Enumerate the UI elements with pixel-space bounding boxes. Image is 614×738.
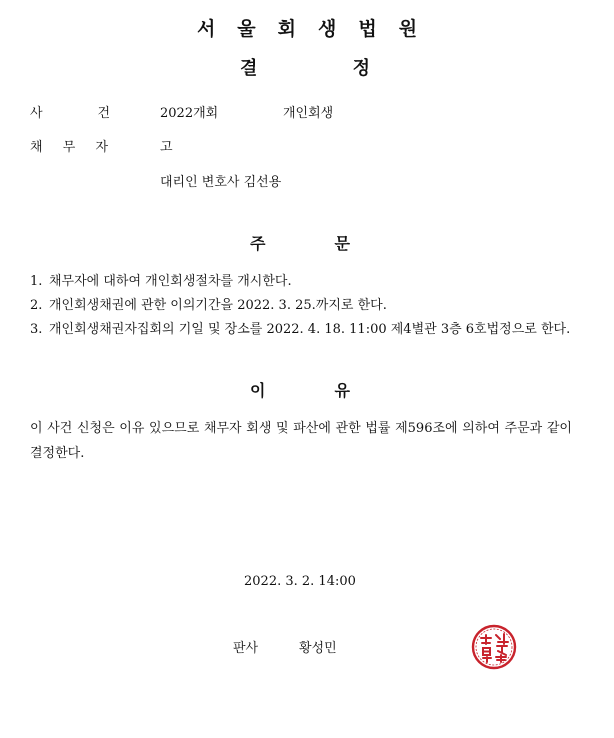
judge-name: 황성민 xyxy=(299,641,337,656)
document-type xyxy=(240,54,370,80)
debtor-label-char: 무 xyxy=(62,140,76,155)
order-item xyxy=(30,294,580,318)
debtor-label-char: 자 xyxy=(95,140,108,155)
debtor-label-char: 채 xyxy=(30,140,43,155)
representative: 대리인 변호사 김선용 xyxy=(160,175,282,190)
order-item-number: 3. xyxy=(30,322,43,337)
debtor-label xyxy=(30,136,108,155)
order-item-text: 채무자에 대하여 개인회생절차를 개시한다. xyxy=(49,274,292,289)
reason-heading-char: 이 xyxy=(250,381,266,400)
reason-heading-char: 유 xyxy=(334,381,350,400)
judge-title: 판사 xyxy=(233,641,259,656)
order-item-text: 개인회생채권에 관한 이의기간을 2022. 3. 25.까지로 한다. xyxy=(49,298,387,313)
reason-text: 이 사건 신청은 이유 있으므로 채무자 회생 및 파산에 관한 법률 제596조에 의하여 주문과 같이 결정한다. xyxy=(30,421,572,461)
decision-datetime: 2022. 3. 2. 14:00 xyxy=(244,574,356,589)
order-item-text: 개인회생채권자집회의 기일 및 장소를 2022. 4. 18. 11:00 제4별관 3층 6호법정으로 한다. xyxy=(49,322,571,337)
order-heading-char: 주 xyxy=(250,234,266,253)
order-item xyxy=(30,270,580,294)
order-list xyxy=(30,270,580,342)
document-type-char: 정 xyxy=(352,58,370,79)
case-label xyxy=(30,102,110,121)
order-heading xyxy=(250,231,350,254)
case-label-char: 사 xyxy=(30,106,43,121)
reason-heading xyxy=(250,378,350,401)
judge-seal-stamp-icon xyxy=(471,624,517,670)
order-item xyxy=(30,318,580,342)
document-type-char: 결 xyxy=(240,58,258,79)
case-number: 2022개회 xyxy=(160,106,219,121)
order-heading-char: 문 xyxy=(334,234,350,253)
debtor-name: 고 xyxy=(160,140,173,155)
case-type: 개인회생 xyxy=(283,106,334,121)
court-title: 서울회생법원 xyxy=(196,18,440,40)
order-item-number: 1. xyxy=(30,274,43,289)
order-item-number: 2. xyxy=(30,298,43,313)
case-label-char: 건 xyxy=(97,106,110,121)
